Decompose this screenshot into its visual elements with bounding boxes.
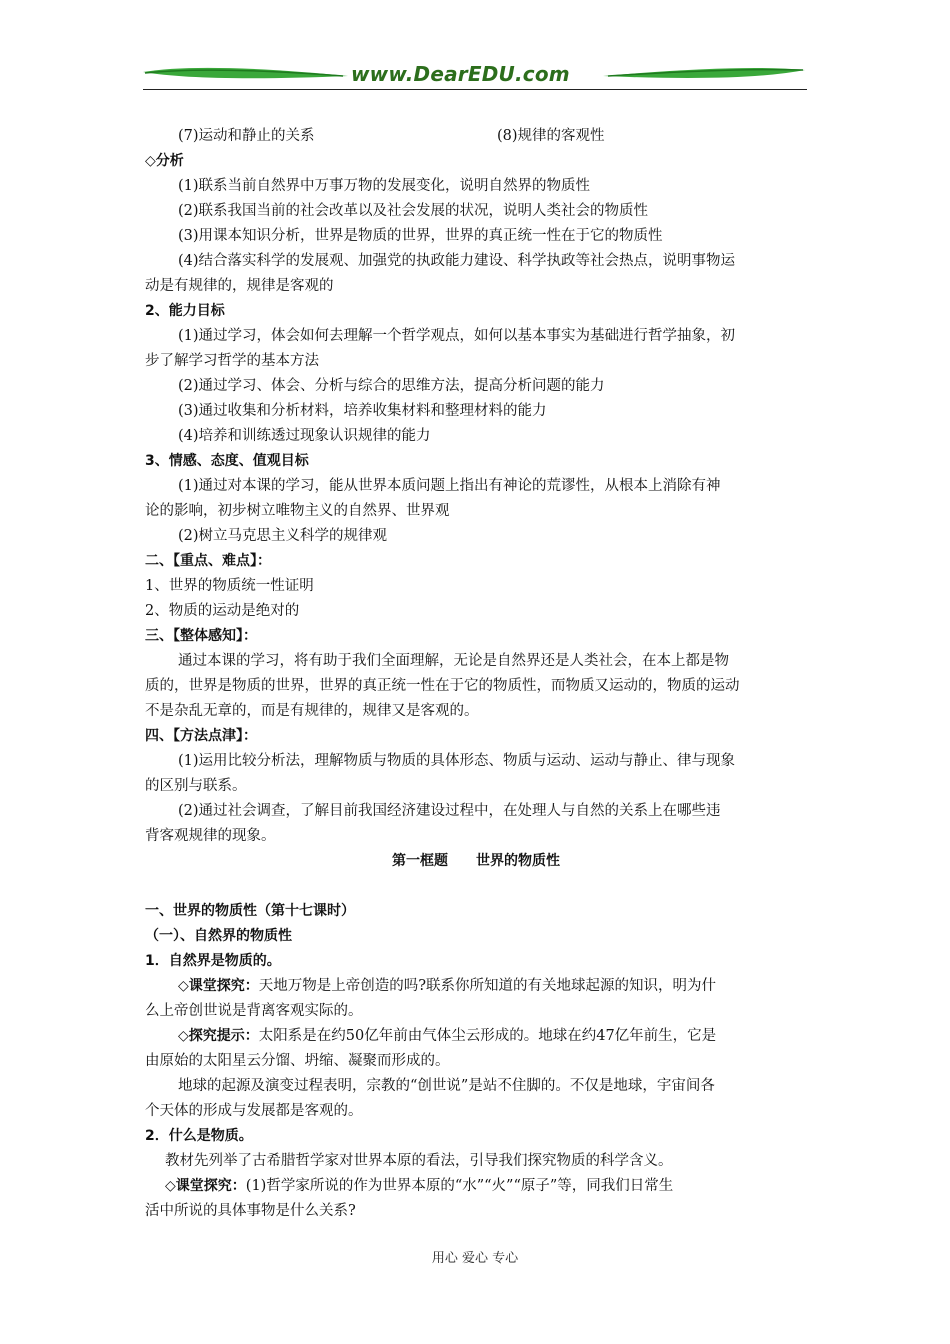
section-heading: 三、【整体感知】： (145, 628, 257, 644)
paragraph-line: (1)通过学习，体会如何去理解一个哲学观点，如何以基本事实为基础进行哲学抽象，初 (178, 328, 736, 344)
paragraph-line (145, 1174, 807, 1199)
paragraph-line: 么上帝创世说是背离客观实际的。 (145, 1003, 363, 1019)
paragraph-line (145, 974, 807, 999)
hint-label: ◇探究提示： (178, 1028, 259, 1044)
paragraph-line (145, 1024, 807, 1049)
paragraph-line: 教材先列举了古希腊哲学家对世界本原的看法，引导我们探究物质的科学含义。 (165, 1153, 673, 1169)
paragraph-line: (2)通过学习、体会、分析与综合的思维方法，提高分析问题的能力 (178, 378, 605, 394)
paragraph-line: 1、世界的物质统一性证明 (145, 578, 314, 594)
paragraph-line: 通过本课的学习，将有助于我们全面理解，无论是自然界还是人类社会，在本上都是物 (178, 653, 729, 669)
section-heading: （一）、自然界的物质性 (145, 928, 292, 944)
section-heading: 二、【重点、难点】： (145, 553, 271, 569)
section-heading: ◇分析 (145, 153, 184, 169)
paragraph-line: (4)结合落实科学的发展观、加强党的执政能力建设、科学执政等社会热点，说明事物运 (178, 253, 736, 269)
paragraph-line: 2、物质的运动是绝对的 (145, 603, 300, 619)
section-heading: 2．什么是物质。 (145, 1128, 253, 1144)
site-logo: www.DearEDU.com (351, 62, 570, 86)
spacer (145, 874, 807, 899)
section-heading: 2、能力目标 (145, 303, 225, 319)
paragraph-line: (1)运用比较分析法，理解物质与物质的具体形态、物质与运动、运动与静止、律与现象 (178, 753, 736, 769)
page-header (143, 60, 807, 92)
section-heading: 一、世界的物质性（第十七课时） (145, 903, 355, 919)
paragraph-line: 动是有规律的，规律是客观的 (145, 278, 334, 294)
paragraph-line: (2)树立马克思主义科学的规律观 (178, 528, 388, 544)
section-heading: 3、情感、态度、值观目标 (145, 453, 309, 469)
objective-item-8: (8)规律的客观性 (497, 128, 605, 144)
paragraph-line: 地球的起源及演变过程表明，宗教的“创世说”是站不住脚的。不仅是地球，宇宙间各 (178, 1078, 715, 1094)
inquiry-text: 天地万物是上帝创造的吗?联系你所知道的有关地球起源的知识，明为什 (258, 978, 717, 994)
lesson-title: 第一框题 世界的物质性 (392, 853, 560, 869)
document-body (145, 124, 807, 1224)
paragraph-line: (3)通过收集和分析材料，培养收集材料和整理材料的能力 (178, 403, 547, 419)
paragraph-line: (4)培养和训练透过现象认识规律的能力 (178, 428, 431, 444)
paragraph-line: (1)联系当前自然界中万事万物的发展变化，说明自然界的物质性 (178, 178, 591, 194)
paragraph-line: (3)用课本知识分析，世界是物质的世界，世界的真正统一性在于它的物质性 (178, 228, 663, 244)
paragraph-line: 步了解学习哲学的基本方法 (145, 353, 319, 369)
section-heading: 四、【方法点津】： (145, 728, 257, 744)
paragraph-line: (1)通过对本课的学习，能从世界本质问题上指出有神论的荒谬性，从根本上消除有神 (178, 478, 721, 494)
paragraph-line: 背客观规律的现象。 (145, 828, 276, 844)
header-rule (143, 89, 807, 90)
hint-text: 太阳系是在约50亿年前由气体尘云形成的。地球在约47亿年前生，它是 (258, 1028, 717, 1044)
inquiry-label: ◇课堂探究： (178, 978, 259, 994)
paragraph-line: 的区别与联系。 (145, 778, 247, 794)
paragraph-line: 个天体的形成与发展都是客观的。 (145, 1103, 363, 1119)
inquiry-text: (1)哲学家所说的作为世界本原的“水”“火”“原子”等，同我们日常生 (245, 1178, 674, 1194)
paragraph-line: (2)联系我国当前的社会改革以及社会发展的状况，说明人类社会的物质性 (178, 203, 649, 219)
paragraph-line: 由原始的太阳星云分馏、坍缩、凝聚而形成的。 (145, 1053, 450, 1069)
paragraph-line: 论的影响，初步树立唯物主义的自然界、世界观 (145, 503, 450, 519)
inquiry-label: ◇课堂探究： (165, 1178, 246, 1194)
objective-item-7: (7)运动和静止的关系 (178, 128, 315, 144)
page-footer: 用心 爱心 专心 (431, 1251, 519, 1266)
paragraph-line: (2)通过社会调查，了解目前我国经济建设过程中，在处理人与自然的关系上在哪些违 (178, 803, 721, 819)
section-heading: 1．自然界是物质的。 (145, 953, 281, 969)
paragraph-line: 不是杂乱无章的，而是有规律的，规律又是客观的。 (145, 703, 479, 719)
objective-line (145, 124, 807, 149)
paragraph-line: 质的，世界是物质的世界，世界的真正统一性在于它的物质性，而物质又运动的，物质的运动 (145, 678, 740, 694)
paragraph-line: 活中所说的具体事物是什么关系? (145, 1203, 356, 1219)
